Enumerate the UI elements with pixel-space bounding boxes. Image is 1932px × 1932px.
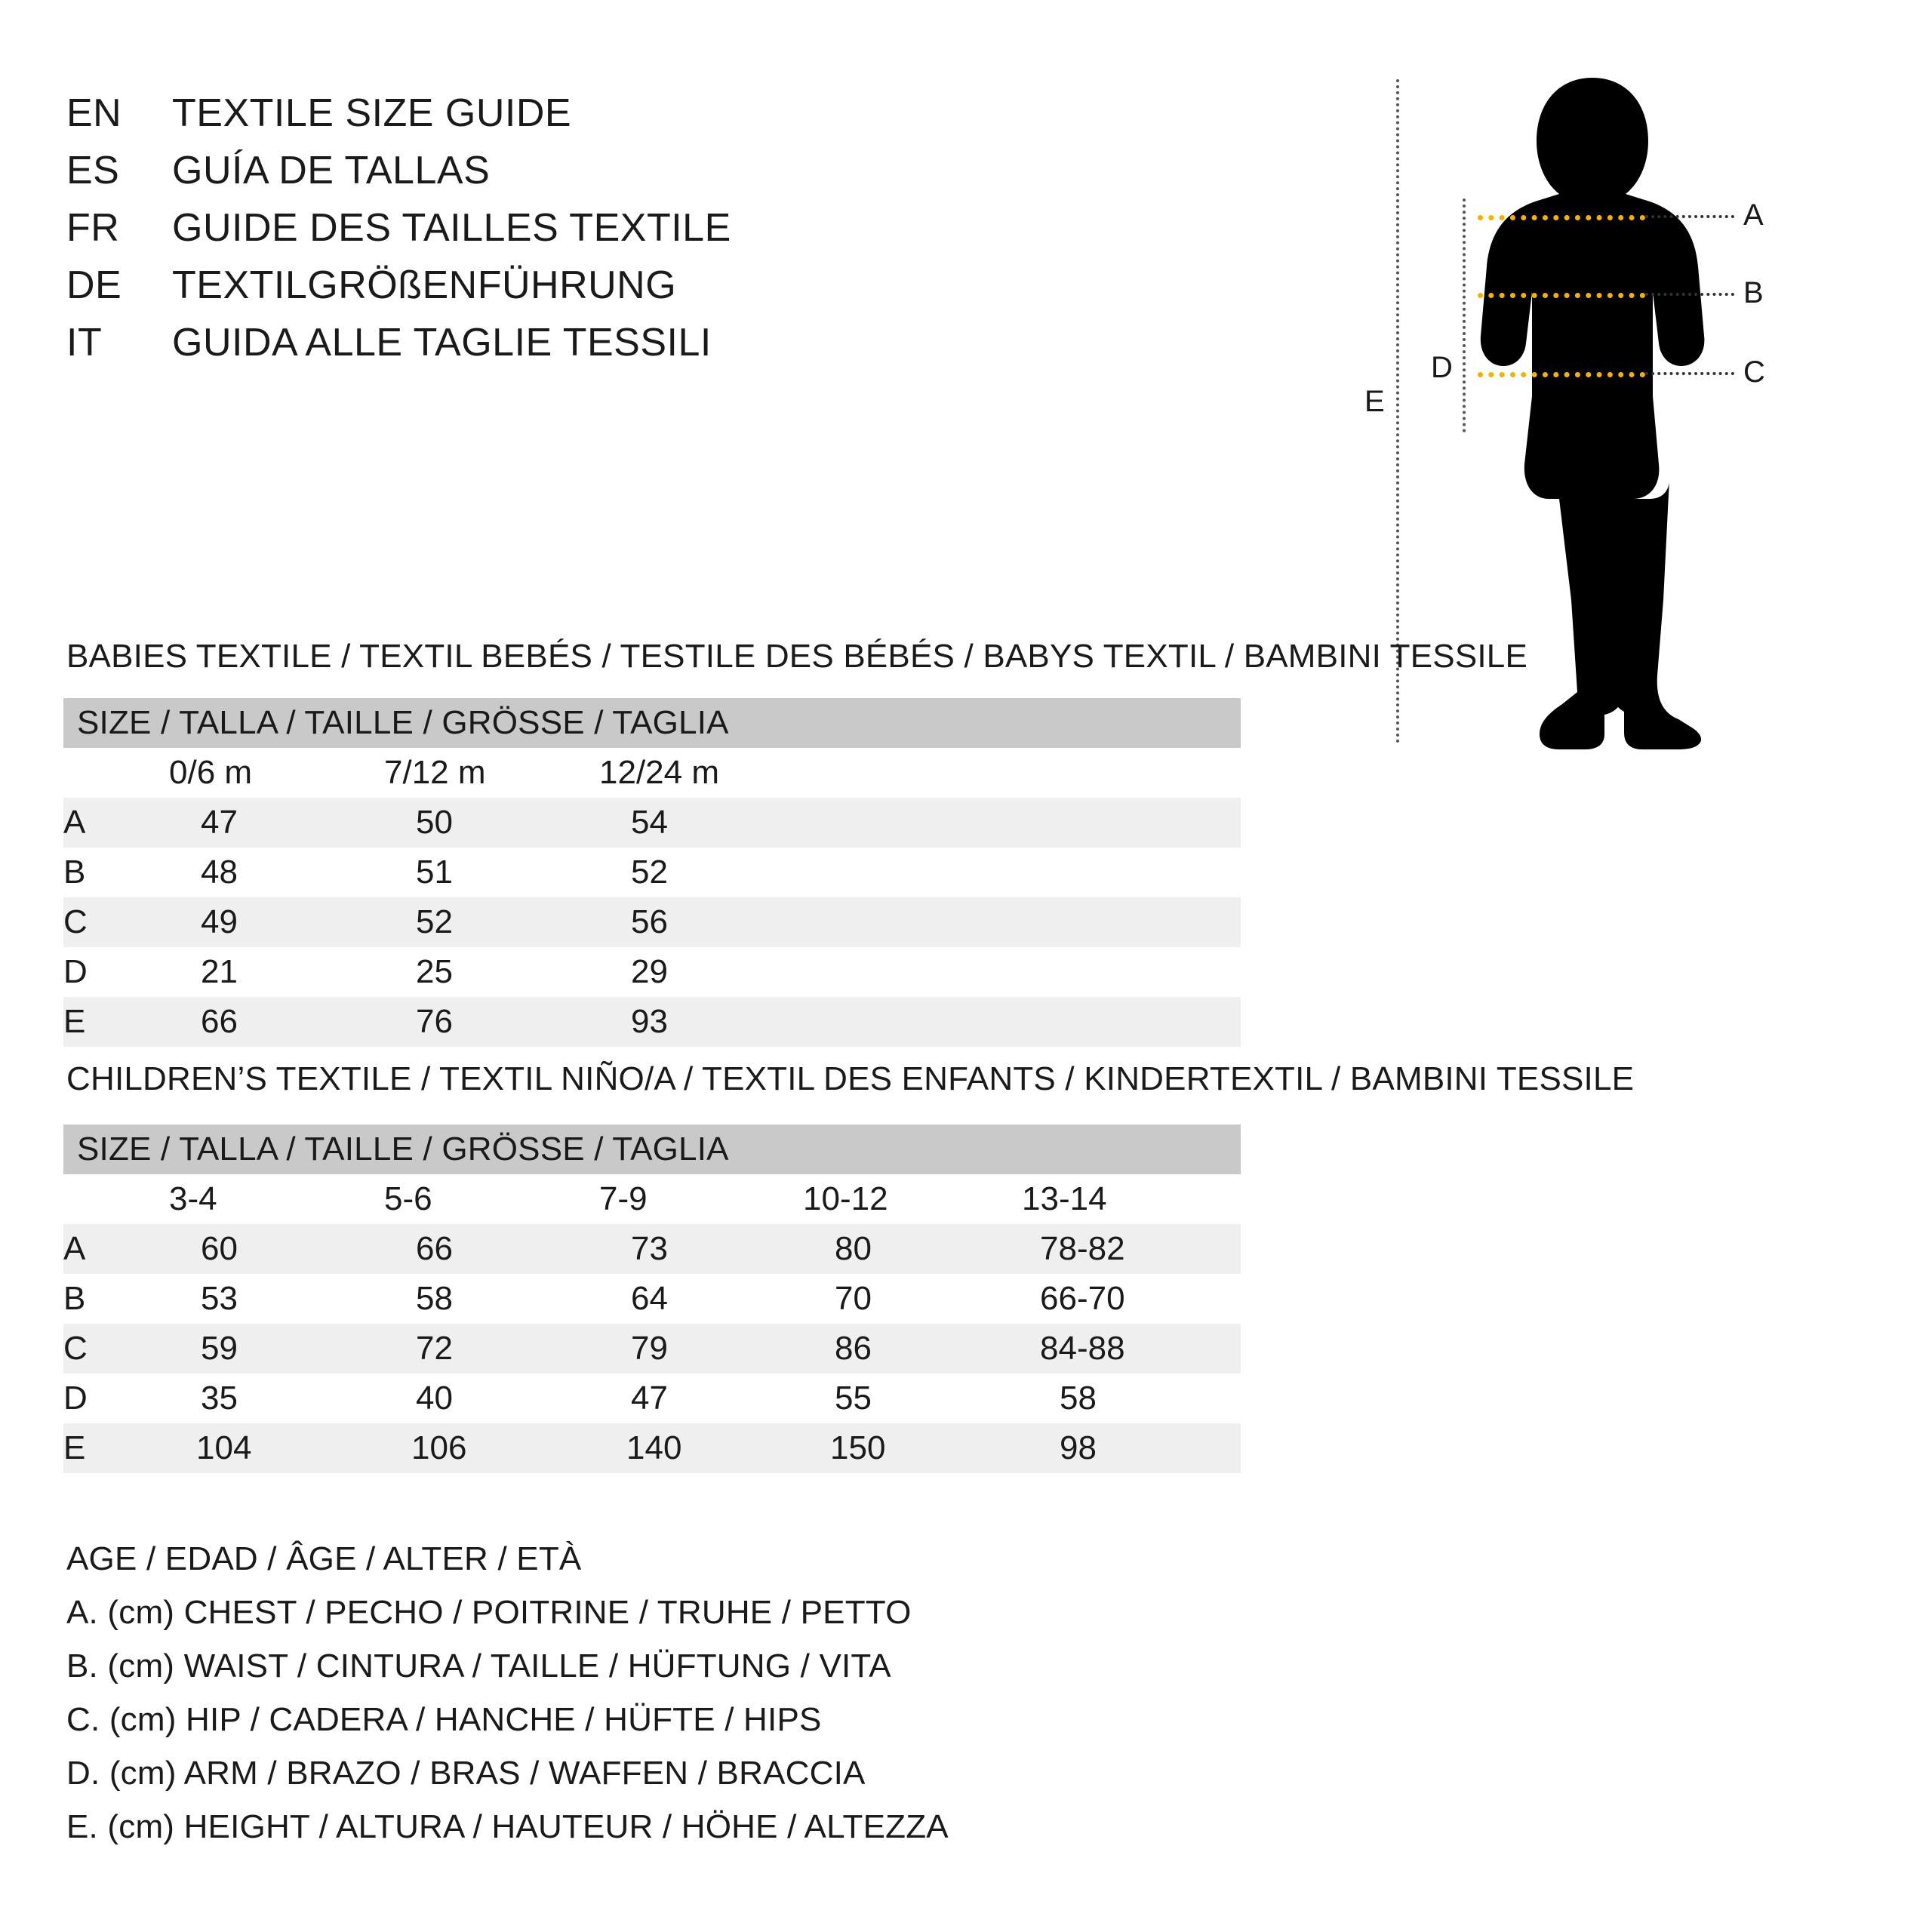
children-row-a-v0: 60: [169, 1224, 384, 1274]
children-col-1: 5-6: [384, 1174, 599, 1224]
babies-row-e-v1: 76: [384, 997, 599, 1047]
children-row-a-v4: 78-82: [1022, 1224, 1241, 1274]
babies-row-a-v1: 50: [384, 798, 599, 848]
waist-measure-line: [1478, 293, 1645, 298]
figure-label-c: C: [1743, 355, 1765, 389]
babies-row-c-v0: 49: [169, 897, 384, 947]
babies-row-c-v1: 52: [384, 897, 599, 947]
babies-row-b-v2: 52: [599, 848, 814, 897]
children-row-d-v2: 47: [599, 1374, 803, 1423]
table-row: [63, 947, 1241, 997]
children-col-3: 10-12: [803, 1174, 1022, 1224]
children-col-2: 7-9: [599, 1174, 803, 1224]
babies-row-d-label: D: [63, 947, 169, 997]
babies-size-table: [63, 698, 1241, 1047]
children-row-e-v3: 150: [803, 1423, 1022, 1473]
language-title-fr: GUIDE DES TAILLES TEXTILE: [172, 206, 731, 250]
language-row-es: [66, 148, 1312, 205]
table-row: [63, 798, 1241, 848]
babies-row-d-v2: 29: [599, 947, 814, 997]
babies-row-c-spacer: [814, 897, 1241, 947]
babies-row-c-v2: 56: [599, 897, 814, 947]
measurement-legend: [66, 1532, 1274, 1854]
children-row-c-v0: 59: [169, 1324, 384, 1374]
legend-item-a: A. (cm) CHEST / PECHO / POITRINE / TRUHE / PETTO: [66, 1594, 912, 1631]
children-row-e-v4: 98: [1022, 1423, 1241, 1473]
table-row: [63, 1423, 1241, 1473]
babies-table-header-label: SIZE / TALLA / TAILLE / GRÖSSE / TAGLIA: [63, 698, 1241, 748]
legend-item-b: B. (cm) WAIST / CINTURA / TAILLE / HÜFTUNG / VITA: [66, 1647, 891, 1684]
children-row-e-v0: 104: [169, 1423, 384, 1473]
babies-row-b-label: B: [63, 848, 169, 897]
children-row-d-v1: 40: [384, 1374, 599, 1423]
children-row-b-v3: 70: [803, 1274, 1022, 1324]
babies-row-a-v2: 54: [599, 798, 814, 848]
babies-section-caption: BABIES TEXTILE / TEXTIL BEBÉS / TESTILE DES BÉBÉS / BABYS TEXTIL / BAMBINI TESSILE: [66, 638, 1528, 675]
children-row-e-v1: 106: [384, 1423, 599, 1473]
legend-item-c: C. (cm) HIP / CADERA / HANCHE / HÜFTE / HIPS: [66, 1701, 822, 1738]
language-title-en: TEXTILE SIZE GUIDE: [172, 91, 572, 135]
babies-table-header-row: [63, 698, 1241, 748]
children-column-header-row: [63, 1174, 1241, 1224]
children-row-b-v1: 58: [384, 1274, 599, 1324]
legend-title: AGE / EDAD / ÂGE / ALTER / ETÀ: [66, 1540, 582, 1577]
children-table-header-row: [63, 1124, 1241, 1174]
language-row-fr: [66, 205, 1312, 263]
chest-measure-leader: [1645, 215, 1734, 218]
children-row-e-v2: 140: [599, 1423, 803, 1473]
children-table-header-label: SIZE / TALLA / TAILLE / GRÖSSE / TAGLIA: [63, 1124, 1241, 1174]
babies-row-a-label: A: [63, 798, 169, 848]
children-row-d-v4: 58: [1022, 1374, 1241, 1423]
babies-col-1: 7/12 m: [384, 748, 599, 798]
language-code-en: EN: [66, 91, 122, 135]
children-corner-cell: [63, 1174, 169, 1224]
children-section-caption: CHILDREN’S TEXTILE / TEXTIL NIÑO/A / TEXTIL DES ENFANTS / KINDERTEXTIL / BAMBINI TESSILE: [66, 1060, 1635, 1097]
children-row-b-v4: 66-70: [1022, 1274, 1241, 1324]
children-row-b-v2: 64: [599, 1274, 803, 1324]
children-row-a-v3: 80: [803, 1224, 1022, 1274]
babies-row-e-v2: 93: [599, 997, 814, 1047]
figure-label-e: E: [1364, 385, 1385, 418]
children-row-c-label: C: [63, 1324, 169, 1374]
children-row-d-v3: 55: [803, 1374, 1022, 1423]
language-code-es: ES: [66, 149, 120, 192]
language-row-de: [66, 263, 1312, 320]
babies-col-2: 12/24 m: [599, 748, 814, 798]
language-row-it: [66, 320, 1312, 377]
hip-measure-leader: [1645, 372, 1734, 375]
children-row-d-label: D: [63, 1374, 169, 1423]
children-size-table: [63, 1124, 1241, 1473]
babies-row-d-v1: 25: [384, 947, 599, 997]
table-row: [63, 1374, 1241, 1423]
table-row: [63, 1224, 1241, 1274]
legend-item-d: D. (cm) ARM / BRAZO / BRAS / WAFFEN / BRACCIA: [66, 1755, 866, 1792]
babies-col-0: 0/6 m: [169, 748, 384, 798]
babies-row-b-v1: 51: [384, 848, 599, 897]
babies-row-b-v0: 48: [169, 848, 384, 897]
language-row-en: [66, 91, 1312, 148]
table-row: [63, 897, 1241, 947]
language-code-de: DE: [66, 263, 122, 307]
babies-row-a-v0: 47: [169, 798, 384, 848]
figure-label-a: A: [1743, 198, 1764, 232]
waist-measure-leader: [1645, 293, 1734, 296]
figure-label-b: B: [1743, 276, 1764, 309]
children-row-c-v3: 86: [803, 1324, 1022, 1374]
legend-item-e: E. (cm) HEIGHT / ALTURA / HAUTEUR / HÖHE / ALTEZZA: [66, 1808, 949, 1845]
children-row-e-label: E: [63, 1423, 169, 1473]
chest-measure-line: [1478, 215, 1645, 220]
children-row-c-v4: 84-88: [1022, 1324, 1241, 1374]
children-row-a-v1: 66: [384, 1224, 599, 1274]
babies-row-a-spacer: [814, 798, 1241, 848]
children-row-a-label: A: [63, 1224, 169, 1274]
babies-column-header-row: [63, 748, 1241, 798]
figure-label-d: D: [1431, 351, 1453, 384]
language-title-it: GUIDA ALLE TAGLIE TESSILI: [172, 321, 712, 365]
hip-measure-line: [1478, 372, 1645, 377]
children-col-0: 3-4: [169, 1174, 384, 1224]
babies-row-d-spacer: [814, 947, 1241, 997]
babies-row-d-v0: 21: [169, 947, 384, 997]
babies-col-spacer: [814, 748, 1241, 798]
children-row-d-v0: 35: [169, 1374, 384, 1423]
children-row-c-v2: 79: [599, 1324, 803, 1374]
language-code-fr: FR: [66, 206, 120, 250]
babies-corner-cell: [63, 748, 169, 798]
babies-row-e-spacer: [814, 997, 1241, 1047]
language-title-es: GUÍA DE TALLAS: [172, 149, 491, 192]
language-code-it: IT: [66, 321, 103, 365]
babies-row-c-label: C: [63, 897, 169, 947]
babies-row-e-v0: 66: [169, 997, 384, 1047]
language-title-de: TEXTILGRÖßENFÜHRUNG: [172, 263, 677, 307]
babies-row-b-spacer: [814, 848, 1241, 897]
language-title-block: [66, 91, 1312, 377]
children-row-c-v1: 72: [384, 1324, 599, 1374]
children-col-4: 13-14: [1022, 1174, 1241, 1224]
children-row-b-v0: 53: [169, 1274, 384, 1324]
table-row: [63, 997, 1241, 1047]
children-row-b-label: B: [63, 1274, 169, 1324]
children-row-a-v2: 73: [599, 1224, 803, 1274]
table-row: [63, 848, 1241, 897]
table-row: [63, 1324, 1241, 1374]
table-row: [63, 1274, 1241, 1324]
babies-row-e-label: E: [63, 997, 169, 1047]
